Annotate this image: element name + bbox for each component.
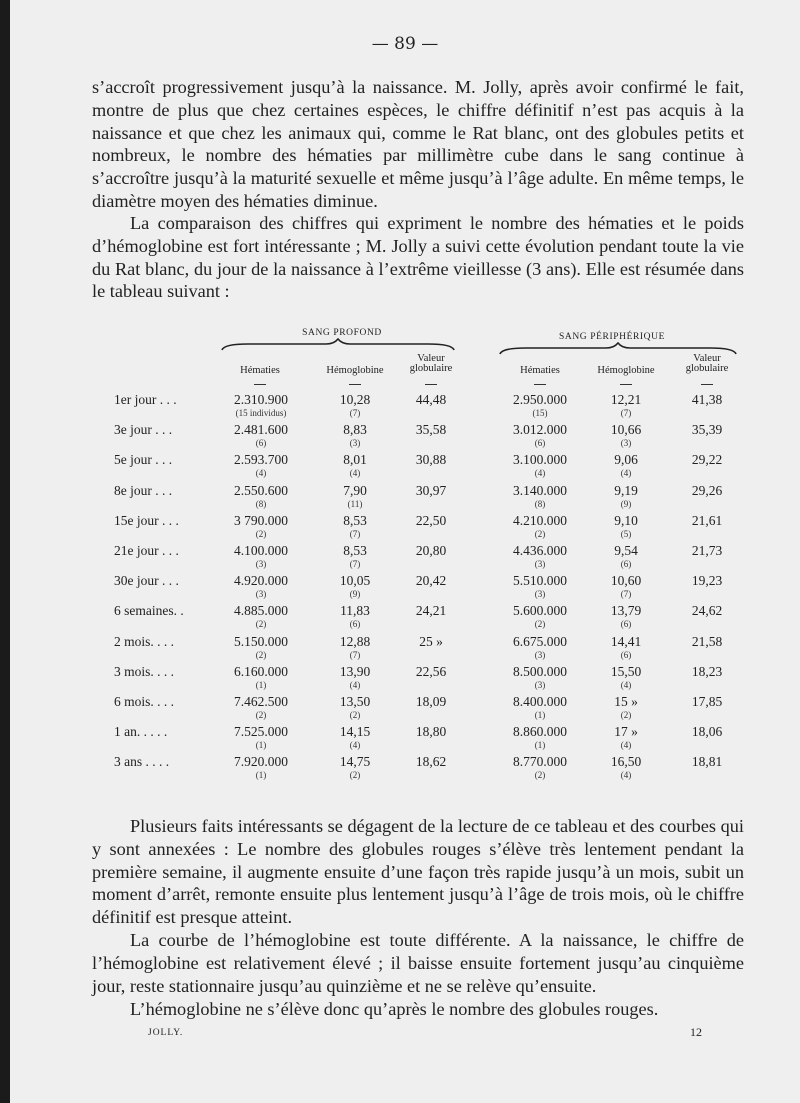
table-cell: 10,28: [339, 392, 371, 407]
sample-count: (9): [349, 589, 361, 600]
table-cell: 13,79: [610, 603, 642, 619]
sample-count: (3): [534, 559, 546, 569]
sample-count: (3): [620, 438, 632, 449]
sample-count: (2): [349, 770, 361, 781]
sample-count: (7): [349, 528, 361, 539]
sample-count: (1): [255, 770, 267, 781]
table-cell: 4.885.000: [234, 603, 288, 619]
table-cell: 13,90: [339, 663, 371, 679]
table-cell: 21,58: [691, 633, 723, 649]
table-cell: 16,50: [610, 754, 642, 770]
row-label: 30e jour . . .: [114, 573, 179, 589]
row-label: 1 an. . . . .: [114, 724, 168, 740]
book-page: [10, 0, 800, 1103]
sample-count: (6): [255, 438, 267, 449]
sample-count: (2): [534, 619, 546, 630]
col-dash: [349, 384, 361, 385]
row-label: 2 mois. . . .: [114, 633, 175, 649]
sample-count: (4): [620, 740, 632, 751]
table-cell: 15 »: [614, 694, 638, 709]
sample-count: (4): [534, 468, 546, 479]
sample-count: (4): [620, 679, 632, 690]
sample-count: (8): [255, 498, 267, 509]
row-label: 1er jour . . .: [114, 392, 177, 407]
sample-count: (2): [255, 528, 267, 539]
table-cell: 24,21: [415, 603, 447, 619]
table-cell: 7,90: [343, 482, 367, 498]
table-cell: 17 »: [614, 724, 638, 740]
footer-signature: 12: [690, 1025, 702, 1039]
sample-count: (3): [255, 589, 267, 600]
table-cell: 20,80: [415, 543, 447, 558]
sample-count: (4): [620, 770, 632, 781]
row-label: 21e jour . . .: [114, 543, 179, 558]
table-cell: 5.510.000: [513, 573, 567, 589]
sample-count: (2): [349, 710, 361, 720]
col-dash: [534, 384, 546, 385]
sample-count: (7): [349, 408, 361, 418]
table-cell: 25 »: [419, 633, 443, 649]
sample-count: (4): [255, 468, 267, 479]
table-cell: 14,75: [339, 754, 371, 770]
sample-count: (7): [349, 649, 361, 660]
table-cell: 3.100.000: [513, 452, 567, 468]
table-cell: 21,73: [691, 543, 723, 558]
table-cell: 4.210.000: [513, 512, 567, 528]
table-cell: 3.012.000: [513, 422, 567, 438]
table-cell: 9,54: [614, 543, 638, 558]
deep-blood-brace: [218, 338, 458, 352]
col-header-deep-valeur: Valeur globulaire: [409, 353, 453, 374]
table-cell: 10,05: [339, 573, 371, 589]
col-header-deep-hemoglobine: Hémoglobine: [326, 365, 384, 376]
sample-count: (7): [620, 408, 632, 418]
sample-count: (15 individus): [235, 408, 287, 418]
table-cell: 7.462.500: [234, 694, 288, 709]
row-label: 8e jour . . .: [114, 482, 173, 498]
sample-count: (4): [349, 740, 361, 751]
table-cell: 14,15: [339, 724, 371, 740]
table-cell: 9,19: [614, 482, 638, 498]
table-cell: 8.500.000: [513, 663, 567, 679]
table-cell: 5.600.000: [513, 603, 567, 619]
table-cell: 2.593.700: [234, 452, 288, 468]
sample-count: (1): [255, 679, 267, 690]
sample-count: (11): [347, 498, 363, 509]
table-cell: 9,10: [614, 512, 638, 528]
sample-count: (3): [534, 679, 546, 690]
page-number: — 89 —: [371, 34, 439, 54]
row-label: 15e jour . . .: [114, 512, 179, 528]
table-cell: 18,80: [415, 724, 447, 740]
paragraph-3: Plusieurs faits intéressants se dégagent de la lecture de ce tableau et des courbes qui y sont annexées : Le nombre des globules rouges s’élève très lentement pendant la première semaine, il augmente ensuite d’une façon très rapide jusqu’à un mois, subit un moment d’arrêt, remonte ensuite plus lentement jusqu’à l’âge de trois mois, où le chiffre définitif est presque atteint.: [92, 816, 744, 928]
table-cell: 30,88: [415, 452, 447, 468]
sample-count: (2): [534, 528, 546, 539]
sample-count: (9): [620, 498, 632, 509]
paragraph-2: La comparaison des chiffres qui expriment le nombre des hématies et le poids d’hémoglobine est fort intéressante ; M. Jolly a suivi cette évolution pendant toute la vie du Rat blanc, du jour de la naissance à l’extrême vieillesse (3 ans). Elle est résumée dans le tableau suivant :: [92, 213, 744, 302]
table-cell: 8,53: [343, 543, 367, 558]
row-label: 5e jour . . .: [114, 452, 173, 468]
table-cell: 20,42: [415, 573, 447, 589]
table-cell: 2.950.000: [513, 392, 567, 407]
sample-count: (3): [534, 649, 546, 660]
sample-count: (1): [534, 710, 546, 720]
row-label: 3 ans . . . .: [114, 754, 170, 770]
table-cell: 12,88: [339, 633, 371, 649]
sample-count: (5): [620, 528, 632, 539]
table-cell: 41,38: [691, 392, 723, 407]
table-cell: 5.150.000: [234, 633, 288, 649]
table-cell: 17,85: [691, 694, 723, 709]
sample-count: (6): [620, 649, 632, 660]
col-dash: [620, 384, 632, 385]
table-cell: 30,97: [415, 482, 447, 498]
table-cell: 2.310.900: [234, 392, 288, 407]
table-cell: 13,50: [339, 694, 371, 709]
table-cell: 2.550.600: [234, 482, 288, 498]
table-cell: 35,58: [415, 422, 447, 438]
sample-count: (3): [534, 589, 546, 600]
col-dash: [254, 384, 266, 385]
table-cell: 8,01: [343, 452, 367, 468]
table-cell: 4.436.000: [513, 543, 567, 558]
sample-count: (6): [620, 619, 632, 630]
sample-count: (1): [534, 740, 546, 751]
table-cell: 6.675.000: [513, 633, 567, 649]
sample-count: (8): [534, 498, 546, 509]
sample-count: (2): [255, 619, 267, 630]
table-cell: 15,50: [610, 663, 642, 679]
table-cell: 29,22: [691, 452, 723, 468]
row-label: 3 mois. . . .: [114, 663, 175, 679]
table-cell: 22,50: [415, 512, 447, 528]
row-label: 6 semaines. .: [114, 603, 184, 619]
table-cell: 8.860.000: [513, 724, 567, 740]
sample-count: (6): [620, 559, 632, 569]
paragraph-1: s’accroît progressivement jusqu’à la naissance. M. Jolly, après avoir confirmé le fait, montre de plus que chez certaines espèces, le chiffre définitif n’est pas acquis à la naissance et que chez les animaux qui, comme le Rat blanc, ont des globules petits et nombreux, le nombre des hématies par millimètre cube dans le sang continue à s’accroître jusqu’à la maturité sexuelle et même jusqu’à l’âge adulte. En même temps, le diamètre moyen des hématies diminue.: [92, 77, 744, 211]
sample-count: (15): [532, 408, 548, 418]
sample-count: (2): [255, 649, 267, 660]
table-cell: 44,48: [415, 392, 447, 407]
sample-count: (7): [349, 559, 361, 569]
table-cell: 18,23: [691, 663, 723, 679]
table-cell: 14,41: [610, 633, 642, 649]
table-cell: 10,66: [610, 422, 642, 438]
table-cell: 18,09: [415, 694, 447, 709]
table-cell: 8,53: [343, 512, 367, 528]
table-cell: 4.920.000: [234, 573, 288, 589]
table-cell: 22,56: [415, 663, 447, 679]
table-cell: 11,83: [340, 603, 370, 619]
table-cell: 19,23: [691, 573, 723, 589]
col-header-peripheral-valeur: Valeur globulaire: [685, 353, 729, 374]
sample-count: (2): [534, 770, 546, 781]
sample-count: (4): [620, 468, 632, 479]
sample-count: (1): [255, 740, 267, 751]
table-cell: 3 790.000: [234, 512, 288, 528]
table-cell: 4.100.000: [234, 543, 288, 558]
col-header-peripheral-hemoglobine: Hémoglobine: [597, 365, 655, 376]
table-cell: 21,61: [691, 512, 723, 528]
table-cell: 7.525.000: [234, 724, 288, 740]
paragraph-5: L’hémoglobine ne s’élève donc qu’après le nombre des globules rouges.: [130, 999, 659, 1019]
footer-author: JOLLY.: [148, 1028, 184, 1038]
sample-count: (6): [349, 619, 361, 630]
table-cell: 8.400.000: [513, 694, 567, 709]
sample-count: (6): [534, 438, 546, 449]
sample-count: (3): [255, 559, 267, 569]
table-cell: 2.481.600: [234, 422, 288, 438]
table-cell: 3.140.000: [513, 482, 567, 498]
group-header-peripheral-blood: SANG PÉRIPHÉRIQUE: [559, 332, 665, 342]
col-header-deep-hematies: Hématies: [240, 365, 280, 376]
row-label: 6 mois. . . .: [114, 694, 175, 709]
table-cell: 29,26: [691, 482, 723, 498]
group-header-deep-blood: SANG PROFOND: [302, 328, 382, 338]
table-cell: 24,62: [691, 603, 723, 619]
table-cell: 18,06: [691, 724, 723, 740]
blood-table: [10, 320, 800, 800]
table-cell: 18,81: [691, 754, 723, 770]
sample-count: (4): [349, 468, 361, 479]
sample-count: (2): [255, 710, 267, 720]
paragraph-4: La courbe de l’hémoglobine est toute différente. A la naissance, le chiffre de l’hémoglobine est relativement élevé ; il baisse ensuite fortement jusqu’au cinquième jour, reste stationnaire jusqu’au quinzième et ne se relève qu’ensuite.: [92, 930, 744, 996]
table-cell: 18,62: [415, 754, 447, 770]
col-header-peripheral-hematies: Hématies: [520, 365, 560, 376]
table-cell: 8,83: [343, 422, 367, 438]
table-cell: 9,06: [614, 452, 638, 468]
table-cell: 12,21: [610, 392, 642, 407]
col-dash: [425, 384, 437, 385]
table-cell: 7.920.000: [234, 754, 288, 770]
sample-count: (4): [349, 679, 361, 690]
col-dash: [701, 384, 713, 385]
sample-count: (3): [349, 438, 361, 449]
table-cell: 10,60: [610, 573, 642, 589]
table-cell: 8.770.000: [513, 754, 567, 770]
sample-count: (7): [620, 589, 632, 600]
row-label: 3e jour . . .: [114, 422, 173, 438]
table-cell: 6.160.000: [234, 663, 288, 679]
table-cell: 35,39: [691, 422, 723, 438]
sample-count: (2): [620, 710, 632, 720]
